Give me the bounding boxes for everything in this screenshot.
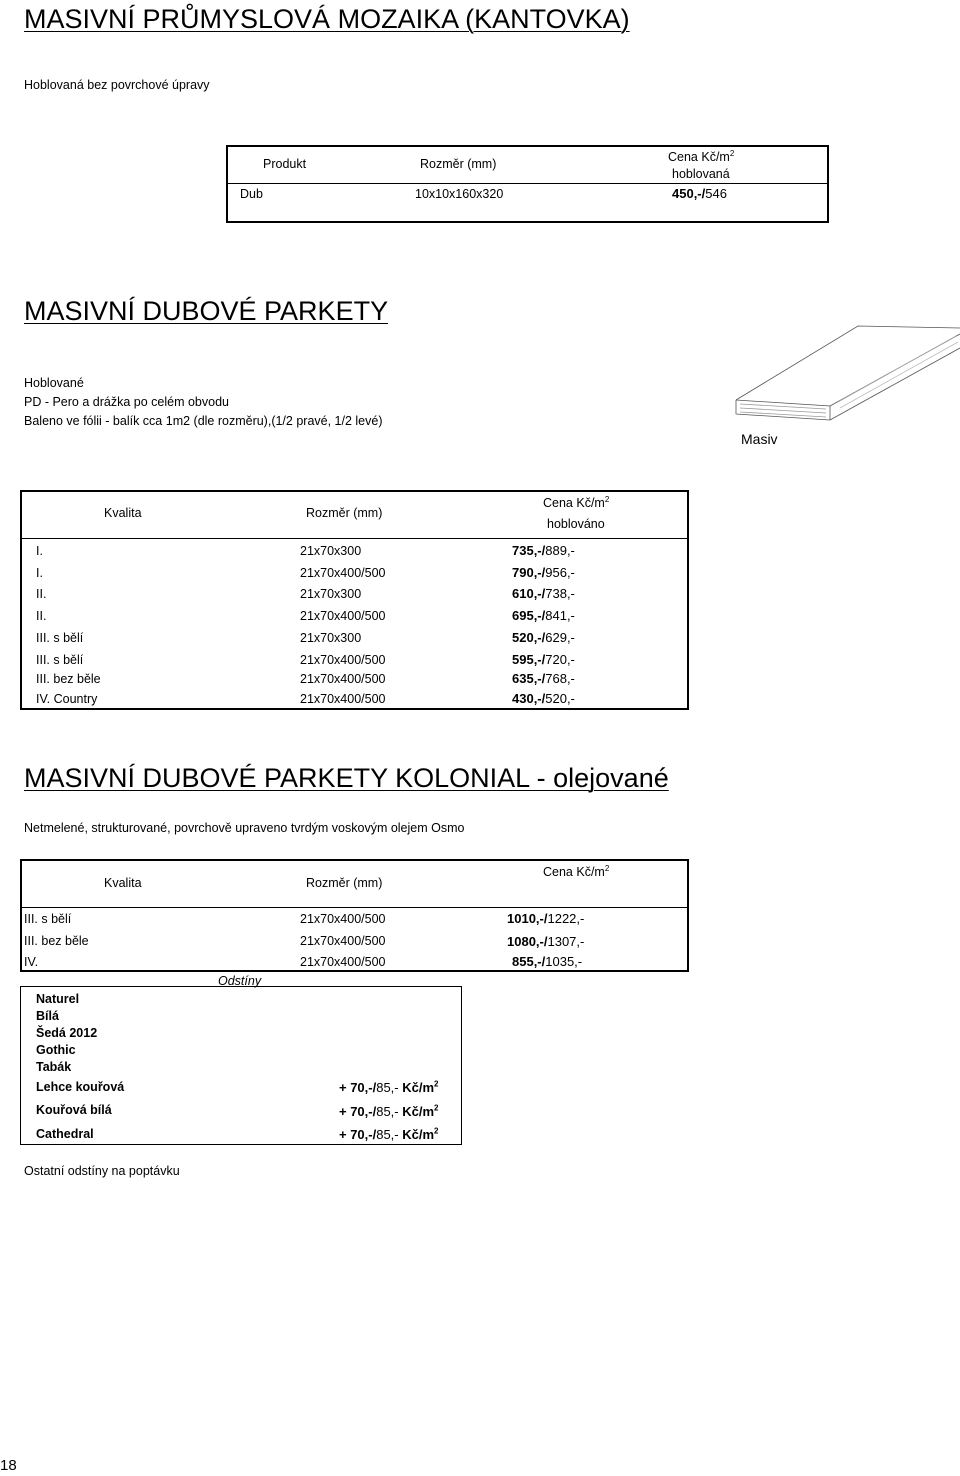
- row-size: 21x70x400/500: [300, 934, 386, 948]
- row-price: 635,-/768,-: [512, 671, 575, 686]
- row-size: 10x10x160x320: [415, 187, 504, 201]
- shades-box: [20, 986, 462, 1145]
- row-quality: III. s bělí: [36, 653, 84, 667]
- row-quality: II.: [36, 609, 47, 623]
- shade-extra-name: Kouřová bílá: [36, 1103, 112, 1117]
- shade-extra-price: + 70,-/85,- $Kč/m^2$: [339, 1103, 439, 1119]
- row-quality: III. s bělí: [24, 912, 72, 926]
- section1-title: MASIVNÍ PRŮMYSLOVÁ MOZAIKA (KANTOVKA): [24, 4, 630, 34]
- section3-title: MASIVNÍ DUBOVÉ PARKETY KOLONIAL - olejované: [24, 763, 669, 793]
- row-size: 21x70x400/500: [300, 692, 386, 706]
- shade-item: Tabák: [36, 1060, 72, 1074]
- row-size: 21x70x300: [300, 631, 362, 645]
- section2-line-3: Baleno ve fólii - balík cca 1m2 (dle rozměru),(1/2 pravé, 1/2 levé): [24, 414, 383, 428]
- row-size: 21x70x300: [300, 544, 362, 558]
- row-size: 21x70x400/500: [300, 955, 386, 969]
- row-quality: IV. Country: [36, 692, 98, 706]
- row-product: Dub: [240, 187, 263, 201]
- row-size: 21x70x300: [300, 587, 362, 601]
- section2-title: MASIVNÍ DUBOVÉ PARKETY: [24, 296, 389, 326]
- row-price: 610,-/738,-: [512, 586, 575, 601]
- row-price: 790,-/956,-: [512, 565, 575, 580]
- mozaika-table: [226, 145, 829, 223]
- row-size: 21x70x400/500: [300, 566, 386, 580]
- row-size: 21x70x400/500: [300, 672, 386, 686]
- row-quality: III. s bělí: [36, 631, 84, 645]
- shade-item: Gothic: [36, 1043, 76, 1057]
- shade-extra-name: Lehce kouřová: [36, 1080, 125, 1094]
- shade-item: Bílá: [36, 1009, 59, 1023]
- shade-extra-price: + 70,-/85,- $Kč/m^2$: [339, 1079, 439, 1095]
- header-rule: [22, 907, 687, 908]
- col-quality: Kvalita: [104, 876, 142, 890]
- plank-illustration: [728, 322, 960, 424]
- row-price: 430,-/520,-: [512, 691, 575, 706]
- row-price: 695,-/841,-: [512, 608, 575, 623]
- page-number: 18: [0, 1457, 17, 1474]
- row-quality: I.: [36, 544, 43, 558]
- col-size: Rozměr (mm): [306, 876, 383, 890]
- section3-subtitle: Netmelené, strukturované, povrchově upraveno tvrdým voskovým olejem Osmo: [24, 821, 465, 835]
- shade-item: Naturel: [36, 992, 80, 1006]
- shade-extra-price: + 70,-/85,- $Kč/m^2$: [339, 1126, 439, 1142]
- row-quality: III. bez běle: [24, 934, 89, 948]
- shade-item: Šedá 2012: [36, 1026, 98, 1040]
- shade-extra-name: Cathedral: [36, 1127, 94, 1141]
- col-price-sub: hoblováno: [547, 517, 605, 531]
- section2-line-1: Hoblované: [24, 376, 84, 390]
- col-price: Cena $Kč/m^2$: [543, 863, 610, 879]
- shades-label: Odstíny: [218, 974, 262, 988]
- section1-subtitle: Hoblovaná bez povrchové úpravy: [24, 78, 210, 92]
- footer-note: Ostatní odstíny na poptávku: [24, 1164, 180, 1178]
- row-price: 450,-/546: [672, 186, 727, 201]
- row-price: 735,-/889,-: [512, 543, 575, 558]
- col-quality: Kvalita: [104, 506, 142, 520]
- col-price-sub: hoblovaná: [672, 167, 730, 181]
- col-price: Cena $Kč/m^2$: [668, 148, 735, 164]
- row-quality: I.: [36, 566, 43, 580]
- header-rule: [228, 183, 827, 184]
- row-size: 21x70x400/500: [300, 653, 386, 667]
- row-size: 21x70x400/500: [300, 609, 386, 623]
- row-price: 520,-/629,-: [512, 630, 575, 645]
- row-quality: III. bez běle: [36, 672, 101, 686]
- col-size: Rozměr (mm): [420, 157, 497, 171]
- row-size: 21x70x400/500: [300, 912, 386, 926]
- row-quality: IV.: [24, 955, 39, 969]
- row-price: 1080,-/1307,-: [507, 934, 585, 949]
- row-quality: II.: [36, 587, 47, 601]
- header-rule: [22, 538, 687, 539]
- row-price: 855,-/1035,-: [512, 954, 583, 969]
- col-size: Rozměr (mm): [306, 506, 383, 520]
- section2-line-2: PD - Pero a drážka po celém obvodu: [24, 395, 229, 409]
- col-price: Cena $Kč/m^2$: [543, 494, 610, 510]
- row-price: 1010,-/1222,-: [507, 911, 585, 926]
- col-product: Produkt: [263, 157, 307, 171]
- image-caption: Masiv: [741, 431, 778, 447]
- row-price: 595,-/720,-: [512, 652, 575, 667]
